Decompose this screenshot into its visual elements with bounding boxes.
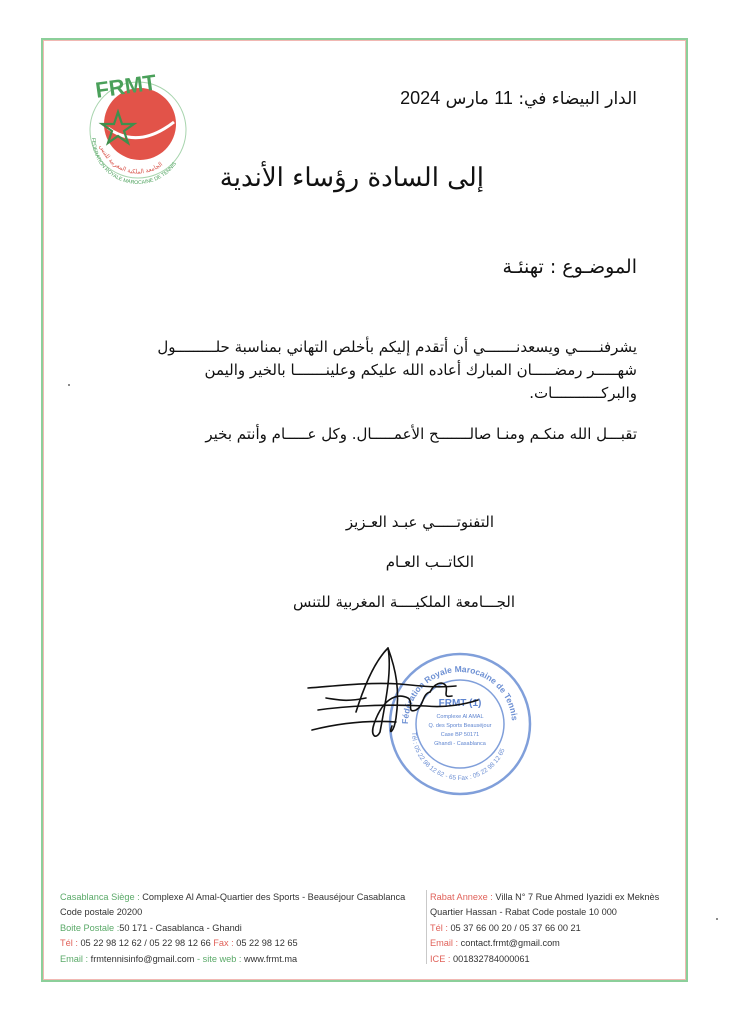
date-month: مارس [445,89,489,109]
annexe-label: Rabat Annexe : [430,892,493,902]
scan-speck [68,384,70,386]
stamp-line-1: Complexe Al AMAL [436,714,484,720]
bp-value: 50 171 - Casablanca - Ghandi [119,922,242,933]
ice-label: ICE : [430,953,451,964]
stamp-line-2: Q. des Sports Beauséjour [428,723,492,729]
footer-annexe-line [430,890,685,905]
fax-value: 05 22 98 12 65 [236,938,298,949]
letter-date [400,88,637,109]
tel-label: Tél : [60,938,78,949]
siege-value: Complexe Al Amal-Quartier des Sports - Beauséjour Casablanca [142,892,406,902]
body-line: والبركـــــــــــات. [529,384,637,402]
siege-label: Casablanca Siège : [60,892,140,902]
footer-bp-line [60,921,424,936]
footer-email-line [60,952,424,967]
subject-line: الموضـوع : تهنئـة [502,256,637,278]
closing-line: تقبـــل الله منكـم ومنـا صالـــــــح الأعمـــــال. وكل عـــــام وأنتم بخير [205,425,637,443]
date-label: الدار البيضاء في: [518,89,637,109]
annexe-value: Villa N° 7 Rue Ahmed Iyazidi ex Meknès [495,892,660,902]
footer-code-line: Code postale 20200 [60,907,143,918]
stamp-line-4: Ghandi - Casablanca [434,741,486,747]
footer-annexe-line-2: Quartier Hassan - Rabat Code postale 10 000 [430,907,617,918]
rabat-email-value[interactable]: contact.frmt@gmail.com [460,938,560,949]
date-day: 11 [494,88,513,108]
footer-rabat-email-line [430,936,685,951]
recipient-heading: إلى السادة رؤساء الأندية [219,163,484,193]
footer-divider [426,890,427,964]
date-year: 2024 [400,88,441,108]
handwritten-signature [296,640,482,750]
footer-phone-line [60,936,424,951]
scan-speck [716,918,718,920]
rabat-email-label: Email : [430,938,459,949]
signatory-name: التفنوتـــــي عبـد العـزيز [345,513,494,531]
stamp-line-3: Case BP 50171 [440,732,480,738]
bp-label: Boite Postale : [60,922,120,933]
body-line: يشرفنـــــي ويسعدنـــــــي أن أتقدم إليكم بأخلص التهاني بمناسبة حلـــــــــول [157,338,637,356]
email-value[interactable]: frmtennisinfo@gmail.com [90,953,195,964]
fax-label: Fax : [213,938,234,949]
footer-rabat [430,890,685,967]
frmt-logo [78,68,198,186]
email-label: Email : [60,953,89,964]
footer-rabat-phone-line [430,921,685,936]
rabat-tel-label: Tél : [430,922,448,933]
rabat-tel-value: 05 37 66 00 20 / 05 37 66 00 21 [450,922,581,933]
site-label: - site web : [197,953,242,964]
logo-arabic-ring-text: الجامعة الملكية المغربية للتنس [97,143,165,176]
ice-value: 001832784000061 [452,953,530,964]
organization-name: الجـــامعة الملكيــــة المغربية للتنس [293,593,515,611]
letter-body [85,336,637,405]
stamp-title: FRMT (1) [438,698,482,709]
signatory-title: الكاتــب العـام [385,553,474,571]
footer-ice-line [430,952,685,967]
stamp-ring-text: Fédération Royale Marocaine de Tennis [399,663,520,725]
tel-value: 05 22 98 12 62 / 05 22 98 12 66 [80,938,211,949]
footer-casablanca [60,890,424,967]
site-value[interactable]: www.frmt.ma [244,953,298,964]
body-line: شهـــــر رمضـــــان المبارك أعاده الله عليكم وعلينـــــــا بالخير واليمن [204,361,637,379]
logo-acronym: FRMT [93,69,158,103]
logo-ring-text: FEDERATION ROYALE MAROCAINE DE TENNIS [89,137,178,186]
footer-siege-line [60,890,424,905]
stamp-bottom-text: Tél : 05 22 98 12 62 - 65 Fax : 05 22 98 12 65 [409,731,507,783]
